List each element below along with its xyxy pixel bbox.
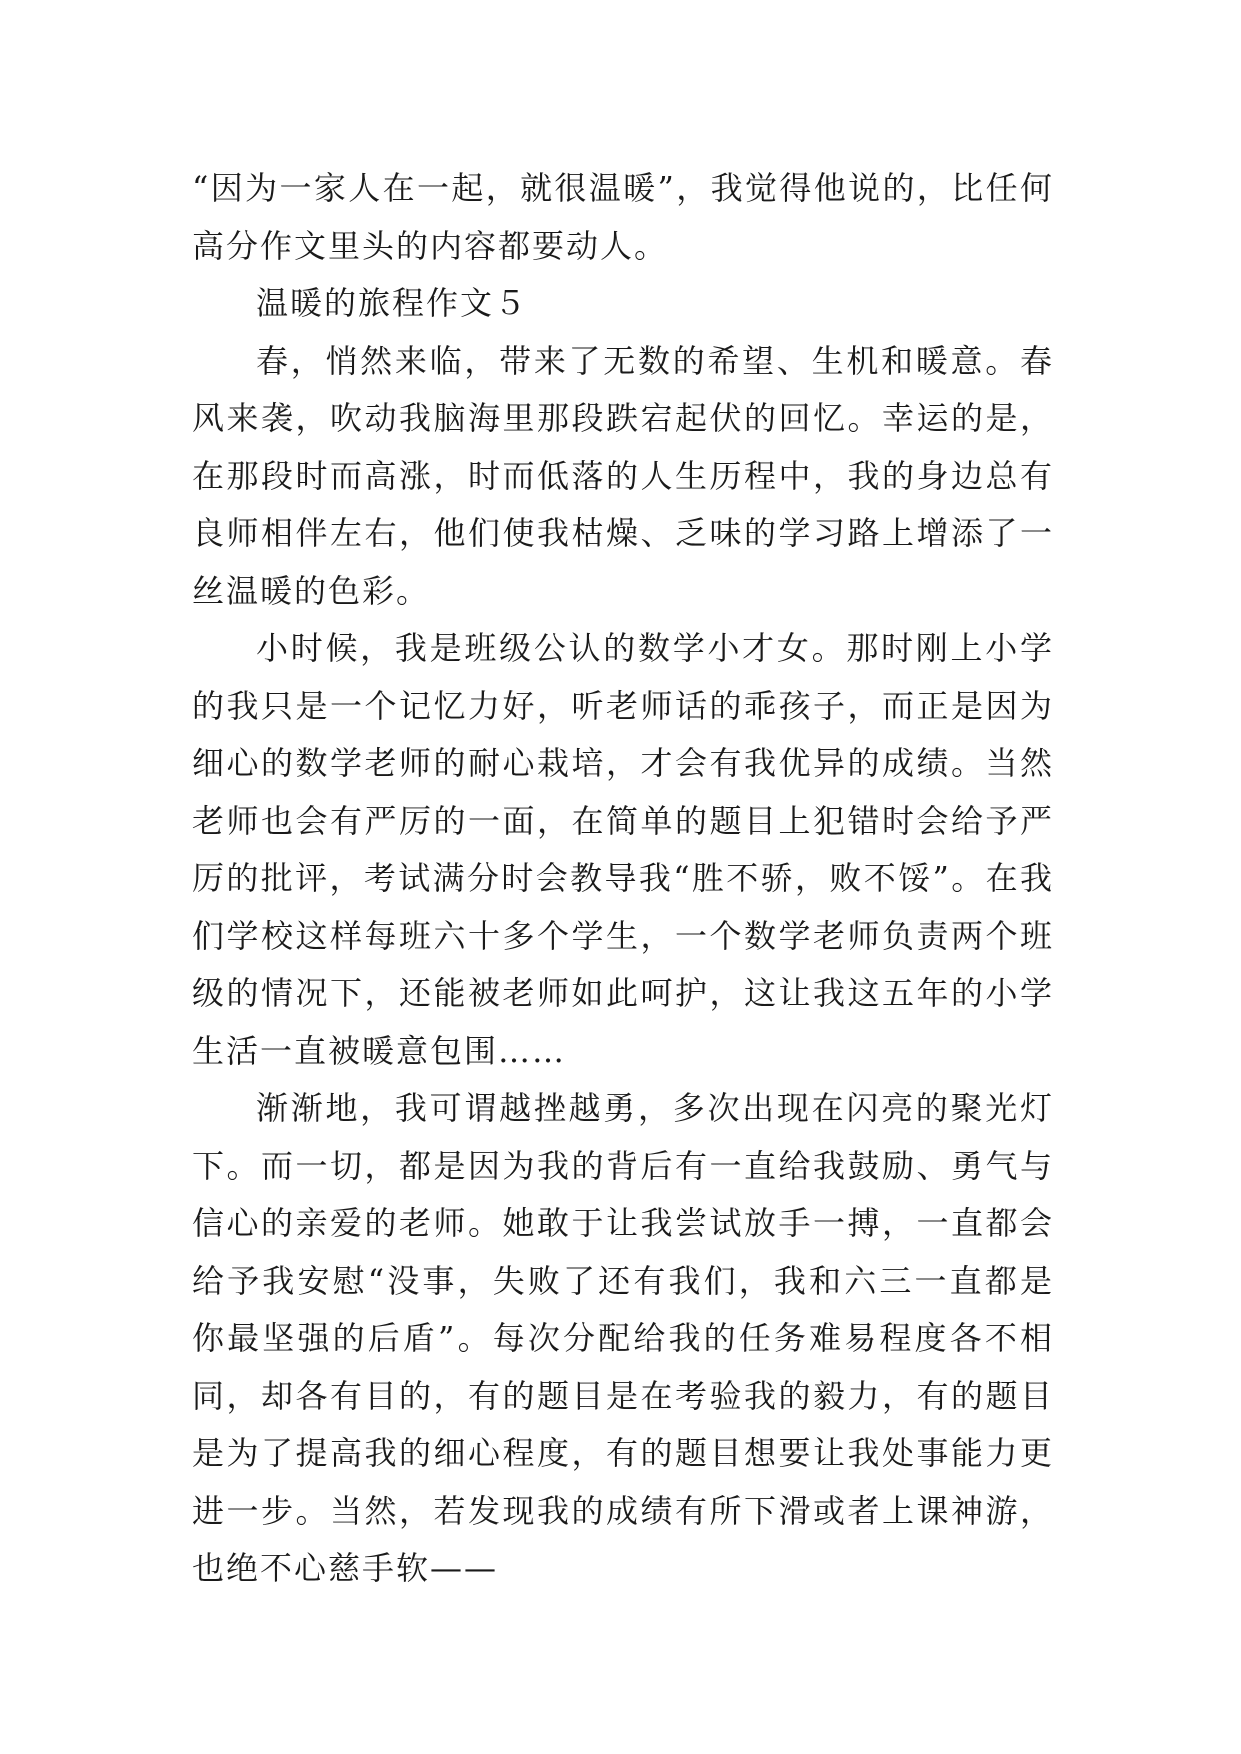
paragraph-childhood: 小时候，我是班级公认的数学小才女。那时刚上小学的我只是一个记忆力好，听老师话的乖孩子，而正是因为细心的数学老师的耐心栽培，才会有我优异的成绩。当然老师也会有严厉的一面，在简单的题目上犯错时会给予严厉的批评，考试满分时会教导我“胜不骄，败不馁”。在我们学校这样每班六十多个学生，一个数学老师负责两个班级的情况下，还能被老师如此呵护，这让我这五年的小学生活一直被暖意包围…… (192, 629, 1054, 1070)
document-body (192, 160, 1054, 1598)
paragraph-gradually: 渐渐地，我可谓越挫越勇，多次出现在闪亮的聚光灯下。而一切，都是因为我的背后有一直给我鼓励、勇气与信心的亲爱的老师。她敢于让我尝试放手一搏，一直都会给予我安慰“没事，失败了还有我们，我和六三一直都是你最坚强的后盾”。每次分配给我的任务难易程度各不相同，却各有目的，有的题目是在考验我的毅力，有的题目是为了提高我的细心程度，有的题目想要让我处事能力更进一步。当然，若发现我的成绩有所下滑或者上课神游，也绝不心慈手软—— (192, 1089, 1054, 1587)
paragraph-spring: 春，悄然来临，带来了无数的希望、生机和暖意。春风来袭，吹动我脑海里那段跌宕起伏的回忆。幸运的是，在那段时而高涨，时而低落的人生历程中，我的身边总有良师相伴左右，他们使我枯燥、乏味的学习路上增添了一丝温暖的色彩。 (192, 341, 1054, 610)
paragraph-intro-closing: “因为一家人在一起，就很温暖”，我觉得他说的，比任何高分作文里头的内容都要动人。 (192, 169, 1054, 265)
section-heading: 温暖的旅程作文５ (256, 284, 529, 322)
